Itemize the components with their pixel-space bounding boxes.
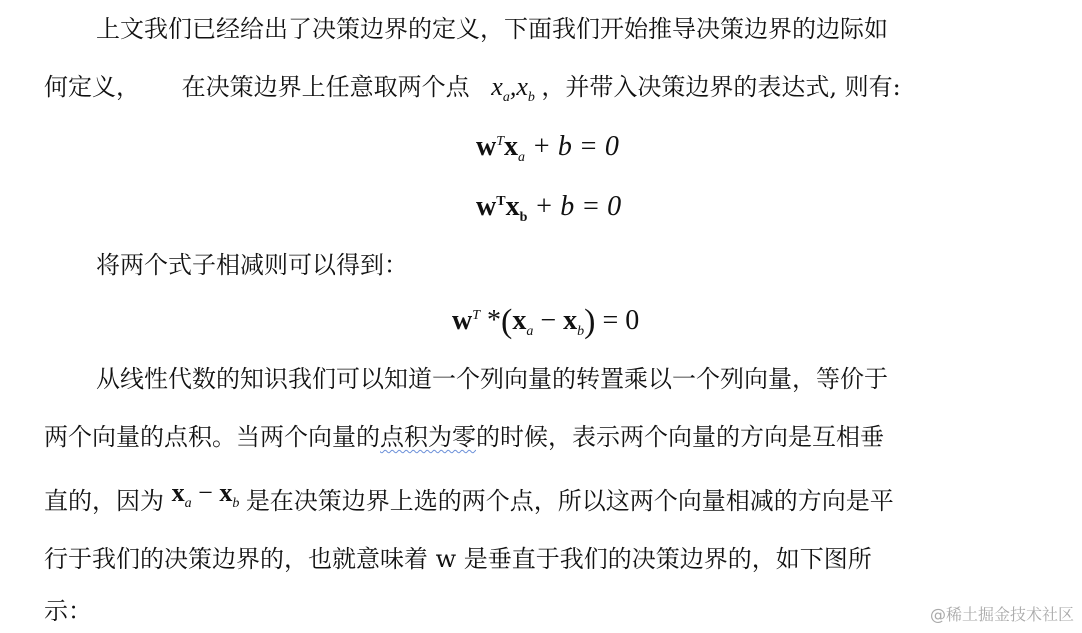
inline-xa-minus-xb: $x_a - x_b$	[171, 478, 240, 511]
paragraph1-line2	[44, 72, 901, 105]
paragraph3-line3-a: 直的，因为	[44, 487, 164, 515]
paragraph3-line2-a: 两个向量的点积。当两个向量的	[44, 423, 380, 451]
paragraph3-line2	[44, 422, 884, 452]
paragraph1-line2-end: ，并带入决策边界的表达式, 则有:	[541, 73, 901, 101]
paragraph3-line3-b: 是在决策边界上选的两个点，所以这两个向量相减的方向是平	[245, 487, 894, 515]
paragraph1-line1	[96, 14, 888, 44]
paragraph3-line4	[44, 544, 872, 574]
paragraph2-line	[96, 250, 408, 280]
paragraph3-line3	[44, 478, 894, 516]
paragraph1-line2-start: 何定义，	[44, 73, 140, 101]
equation-wt-xa: $w^Tx_a + b = 0$	[476, 131, 619, 165]
watermark: @稀土掘金技术社区	[929, 605, 1074, 624]
spellcheck-underline: 点积为零	[380, 423, 476, 451]
paragraph1-line1-text: 上文我们已经给出了决策边界的定义，下面我们开始推导决策边界的边际如	[96, 15, 888, 43]
points-xa-xb: $x_a,x_b$	[491, 72, 535, 105]
paragraph3-line5	[44, 596, 92, 626]
paragraph3-line1	[96, 364, 888, 394]
equation-wt-diff: $w^T$ $*(x_a - x_b) = 0$	[452, 303, 640, 340]
paragraph1-line2-mid: 在决策边界上任意取两个点	[181, 73, 470, 101]
equation-wt-xb: $w^Tx_b + b = 0$	[476, 191, 622, 225]
paragraph2-text: 将两个式子相减则可以得到：	[96, 251, 408, 279]
paragraph3-line2-c: 的时候，表示两个向量的方向是互相垂	[476, 423, 884, 451]
paragraph3-line5-text: 示：	[44, 597, 92, 625]
paragraph3-line1-text: 从线性代数的知识我们可以知道一个列向量的转置乘以一个列向量，等价于	[96, 365, 888, 393]
paragraph3-line4-text: 行于我们的决策边界的，也就意味着 w 是垂直于我们的决策边界的，如下图所	[44, 545, 872, 573]
